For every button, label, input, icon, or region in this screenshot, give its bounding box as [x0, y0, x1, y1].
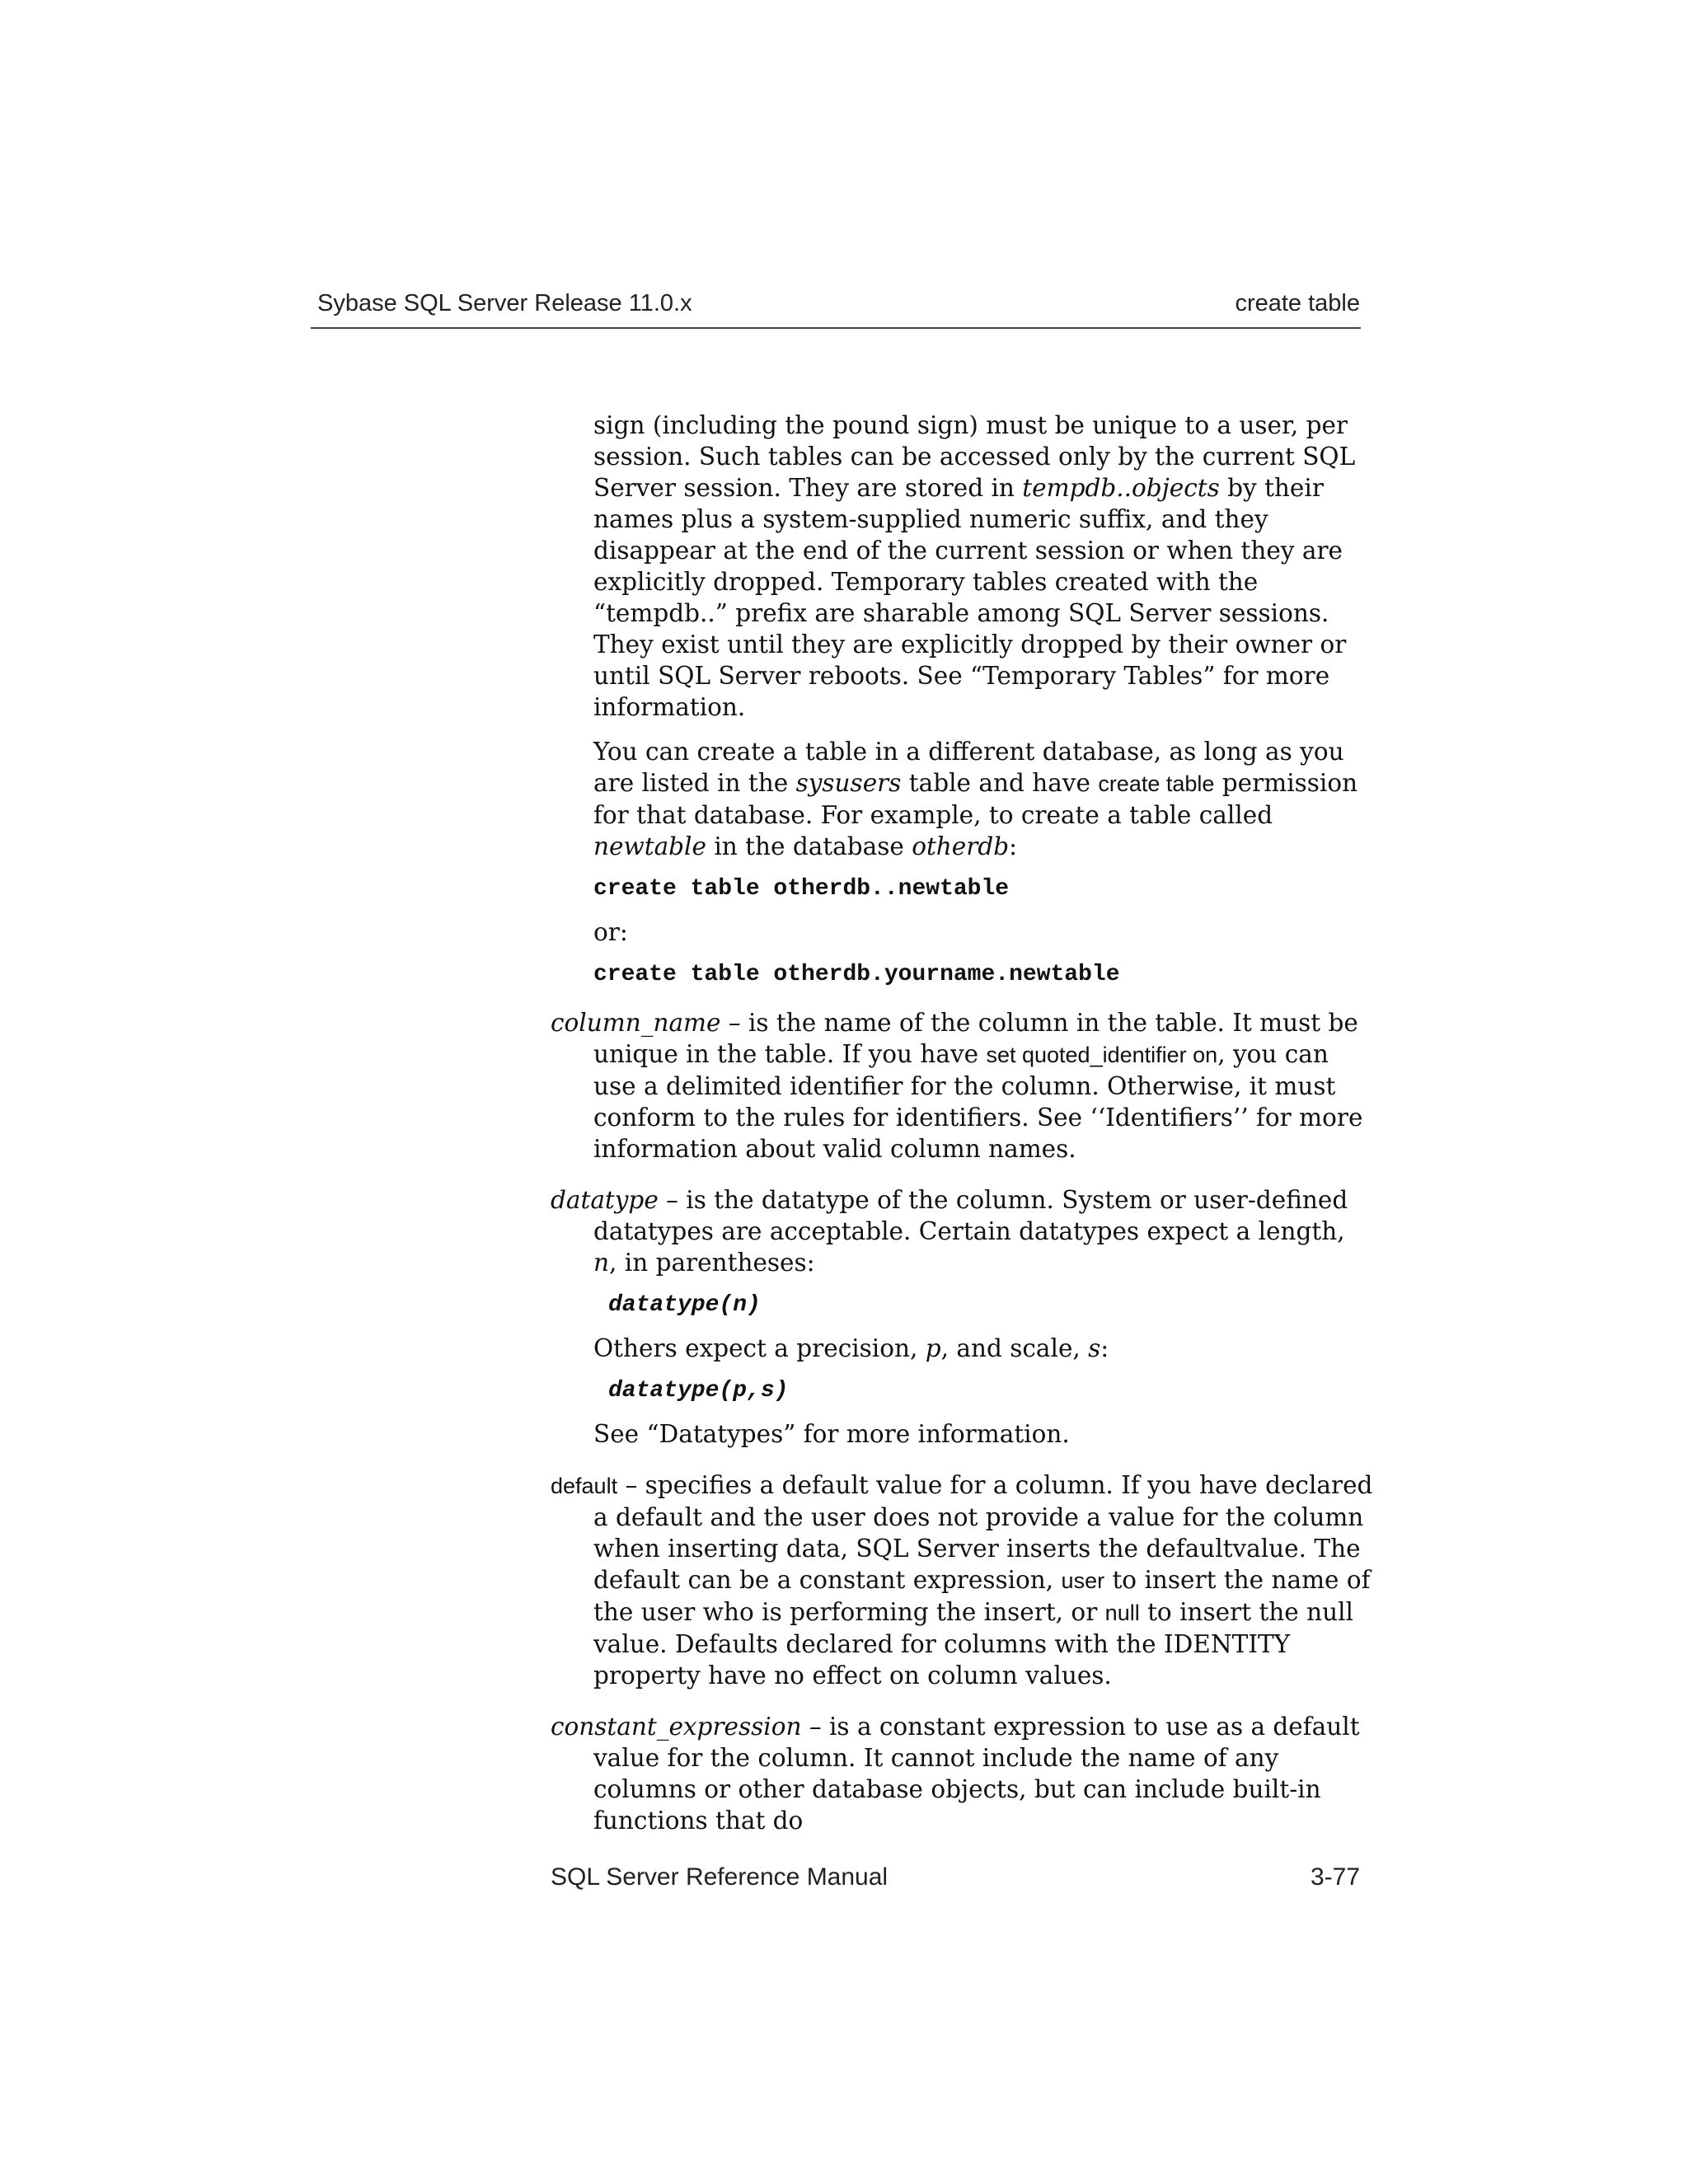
keyword-set-quoted-identifier: set quoted_identifier on: [986, 1043, 1218, 1067]
term-otherdb: otherdb: [912, 832, 1010, 860]
keyword-null: null: [1104, 1601, 1140, 1625]
entry-default: default – specifies a default value for a column. If you have declared a default and the user does not provide a value for the column when inserting data, SQL Server inserts the defaultvalue. The default can be a constant expression, user to insert the name of the user who is performing the insert, or null to insert the null value. Defaults declared for columns with the IDENTITY property have no effect on column values.: [551, 1471, 1373, 1690]
code-datatype-ps: datatype(p,s): [608, 1378, 789, 1404]
footer-manual-title: SQL Server Reference Manual: [551, 1863, 889, 1891]
paragraph-other-database: You can create a table in a different database, as long as you are listed in the sysusers table and have create table permission for that database. For example, to create a table called newtable in the database otherdb:: [593, 738, 1358, 860]
term-column-name: column_name: [551, 1009, 721, 1037]
term-newtable: newtable: [593, 832, 706, 860]
code-example-2: create table otherdb.yourname.newtable: [593, 962, 1120, 987]
page-number: 3-77: [1310, 1863, 1360, 1891]
or-text: or:: [593, 918, 628, 946]
keyword-user: user: [1061, 1568, 1105, 1593]
entry-datatype: datatype – is the datatype of the column. System or user-defined datatypes are acceptable. Certain datatypes expect a length, n, in parentheses:: [551, 1186, 1348, 1277]
header-section: create table: [1235, 290, 1360, 316]
paragraph-precision-scale: Others expect a precision, p, and scale, s:: [593, 1334, 1109, 1362]
paragraph-temporary-tables: sign (including the pound sign) must be unique to a user, per session. Such tables can be accessed only by the current SQL Server session. They are stored in tempdb..objects by their names plus a system-supplied numeric suffix, and they disappear at the end of the current session or when they are explicitly dropped. Temporary tables created with the “tempdb..” prefix are sharable among SQL Server sessions. They exist until they are explicitly dropped by their owner or until SQL Server reboots. See “Temporary Tables” for more information.: [593, 411, 1356, 721]
code-datatype-n: datatype(n): [608, 1292, 761, 1318]
header-product: Sybase SQL Server Release 11.0.x: [317, 290, 692, 316]
entry-constant-expression: constant_expression – is a constant expression to use as a default value for the column. It cannot include the name of any columns or other database objects, but can include built-in functions that do: [551, 1713, 1360, 1835]
code-example-1: create table otherdb..newtable: [593, 876, 1010, 902]
term-tempdb-objects: tempdb..objects: [1022, 474, 1220, 502]
entry-column-name: column_name – is the name of the column in the table. It must be unique in the table. If you have set quoted_identifier on, you can use a delimited identifier for the column. Otherwise, it must conform to the rules for identifiers. See ‘‘Identifiers’’ for more information about valid column names.: [551, 1009, 1363, 1163]
keyword-default: default: [551, 1474, 618, 1498]
term-datatype: datatype: [551, 1186, 659, 1214]
body-text: [551, 410, 1375, 1836]
term-sysusers: sysusers: [795, 769, 902, 797]
paragraph-see-datatypes: See “Datatypes” for more information.: [593, 1420, 1070, 1448]
keyword-create-table: create table: [1098, 771, 1215, 796]
header-rule: [311, 327, 1361, 329]
term-constant-expression: constant_expression: [551, 1713, 802, 1741]
